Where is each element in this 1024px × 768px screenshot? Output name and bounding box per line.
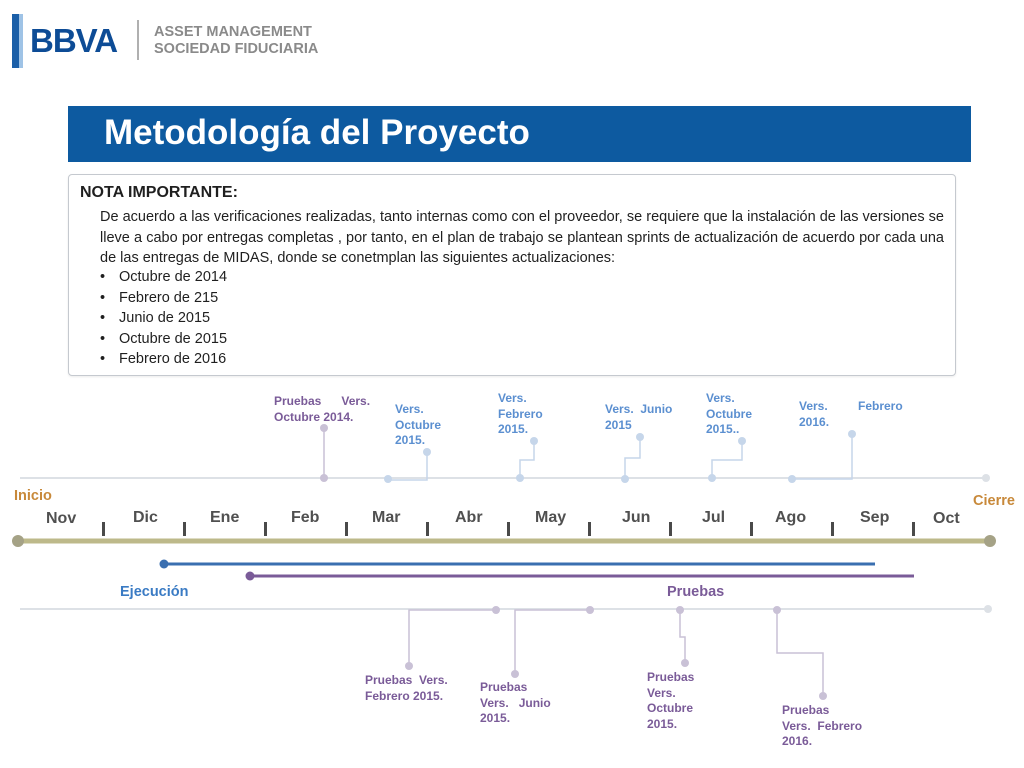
callout-connector — [409, 610, 496, 666]
annotation-top — [274, 394, 384, 425]
month-tick — [183, 522, 186, 536]
month-label: Abr — [455, 509, 483, 526]
annotation-line: Vers. — [395, 402, 424, 416]
annotation-top — [605, 402, 672, 433]
annotation-line: Octubre — [395, 417, 442, 432]
annotation-line: Octubre — [706, 406, 753, 421]
annotation-line: 2016. — [799, 414, 830, 429]
start-label: Inicio — [14, 488, 52, 504]
month-label: Sep — [860, 509, 890, 526]
annotation-line: Febrero 2015. — [365, 688, 444, 703]
annotation-line: Vers. — [799, 399, 828, 413]
callout-dot — [586, 606, 594, 614]
callout-connector — [625, 437, 640, 479]
annotation-line: Vers. — [498, 391, 527, 405]
annotation-line: Vers. Febrero — [782, 718, 863, 733]
callout-dot — [788, 475, 796, 483]
annotation-line: 2015. — [498, 422, 529, 436]
top-guide-end-dot — [982, 474, 990, 482]
callout-dot — [676, 606, 684, 614]
month-tick — [102, 522, 105, 536]
annotation-line: Pruebas — [782, 703, 830, 717]
axis-start-dot — [12, 535, 24, 547]
month-label: Oct — [933, 510, 960, 527]
callout-dot — [320, 424, 328, 432]
annotation-top — [706, 391, 752, 438]
annotation-line: Vers. — [647, 685, 676, 700]
callout-dot — [848, 430, 856, 438]
callout-dot — [681, 659, 689, 667]
month-tick — [912, 522, 915, 536]
callout-dot — [320, 474, 328, 482]
annotation-line: 2015 — [605, 417, 632, 432]
annotation-bottom — [365, 673, 448, 704]
note-list-item: • Junio de 2015 — [100, 308, 227, 329]
month-label: Nov — [46, 510, 77, 527]
callout-dot — [708, 474, 716, 482]
month-label: May — [535, 509, 567, 526]
annotation-top — [498, 391, 543, 438]
note-list-item: • Febrero de 215 — [100, 288, 227, 309]
month-tick — [345, 522, 348, 536]
month-tick — [426, 522, 429, 536]
callout-dot — [621, 475, 629, 483]
annotation-line: Pruebas — [647, 670, 695, 684]
end-label: Cierre — [973, 493, 1015, 509]
execution-label: Ejecución — [120, 584, 189, 600]
annotation-line: Pruebas Vers. — [274, 394, 371, 408]
note-body: De acuerdo a las verificaciones realizadas, tanto internas como con el proveedor, se requiere que la instalación de las versiones se lleve a cabo por entregas completas , por tanto, en el plan de trabajo se plantean sprints de actualización de acuerdo por cada una de las entregas de MIDAS, donde se conetmplan las siguientes actualizaciones: — [100, 209, 944, 266]
annotation-line: 2015. — [395, 433, 426, 447]
month-label: Dic — [133, 509, 158, 526]
bottom-guide-end-dot — [984, 605, 992, 613]
tests-label: Pruebas — [667, 584, 725, 600]
callout-dot — [819, 692, 827, 700]
month-label: Mar — [372, 509, 401, 526]
month-label: Jul — [702, 509, 726, 526]
logo-subtitle-line1: ASSET MANAGEMENT — [154, 24, 312, 40]
month-label: Jun — [622, 509, 651, 526]
month-tick — [750, 522, 753, 536]
bbva-logo: BBVA — [30, 22, 118, 59]
annotation-line: Octubre — [647, 701, 694, 715]
callout-dot — [423, 448, 431, 456]
annotation-line: Febrero — [858, 399, 903, 413]
callout-connector — [515, 610, 590, 674]
month-tick — [264, 522, 267, 536]
callout-connector — [792, 434, 852, 479]
callout-dot — [405, 662, 413, 670]
tests-bar-start — [246, 572, 255, 581]
annotation-line: Vers. Junio — [480, 695, 551, 710]
callout-dot — [384, 475, 392, 483]
month-tick — [831, 522, 834, 536]
month-tick — [507, 522, 510, 536]
annotation-line: Vers. — [706, 391, 735, 405]
note-list-item: • Febrero de 2016 — [100, 349, 227, 370]
annotation-line: Pruebas — [480, 680, 528, 694]
annotation-line: Vers. Junio — [605, 402, 673, 416]
axis-end-dot — [984, 535, 996, 547]
execution-bar-start — [160, 560, 169, 569]
annotation-line: Pruebas Vers. — [365, 673, 448, 687]
note-heading: NOTA IMPORTANTE: — [80, 184, 238, 201]
callout-connector — [388, 452, 427, 480]
callout-connector — [520, 441, 534, 478]
note-list-item: • Octubre de 2015 — [100, 329, 227, 350]
month-tick — [669, 522, 672, 536]
callout-dot — [492, 606, 500, 614]
annotation-line: 2015.. — [706, 422, 740, 436]
annotation-line: 2016. — [782, 734, 813, 748]
callout-connector — [777, 610, 823, 696]
month-tick — [588, 522, 591, 536]
callout-dot — [738, 437, 746, 445]
annotation-line: 2015. — [647, 716, 678, 731]
annotation-top — [858, 399, 903, 415]
annotation-top — [395, 402, 441, 449]
annotation-bottom — [480, 680, 551, 727]
callout-dot — [511, 670, 519, 678]
callout-dot — [530, 437, 538, 445]
callout-dot — [773, 606, 781, 614]
month-label: Ene — [210, 509, 240, 526]
callout-connector — [680, 610, 685, 663]
callout-dot — [636, 433, 644, 441]
annotation-line: Octubre 2014. — [274, 409, 354, 424]
annotation-bottom — [647, 670, 694, 732]
page-title: Metodología del Proyecto — [104, 113, 530, 152]
note-list-item: • Octubre de 2014 — [100, 267, 227, 288]
month-label: Feb — [291, 509, 320, 526]
month-label: Ago — [775, 509, 807, 526]
logo-subtitle-line2: SOCIEDAD FIDUCIARIA — [154, 41, 319, 57]
callout-dot — [516, 474, 524, 482]
annotation-line: Febrero — [498, 406, 543, 421]
annotation-bottom — [782, 703, 862, 750]
bottom-callouts — [405, 606, 827, 700]
callout-connector — [712, 441, 742, 478]
annotation-line: 2015. — [480, 711, 511, 725]
annotation-top — [799, 399, 829, 430]
